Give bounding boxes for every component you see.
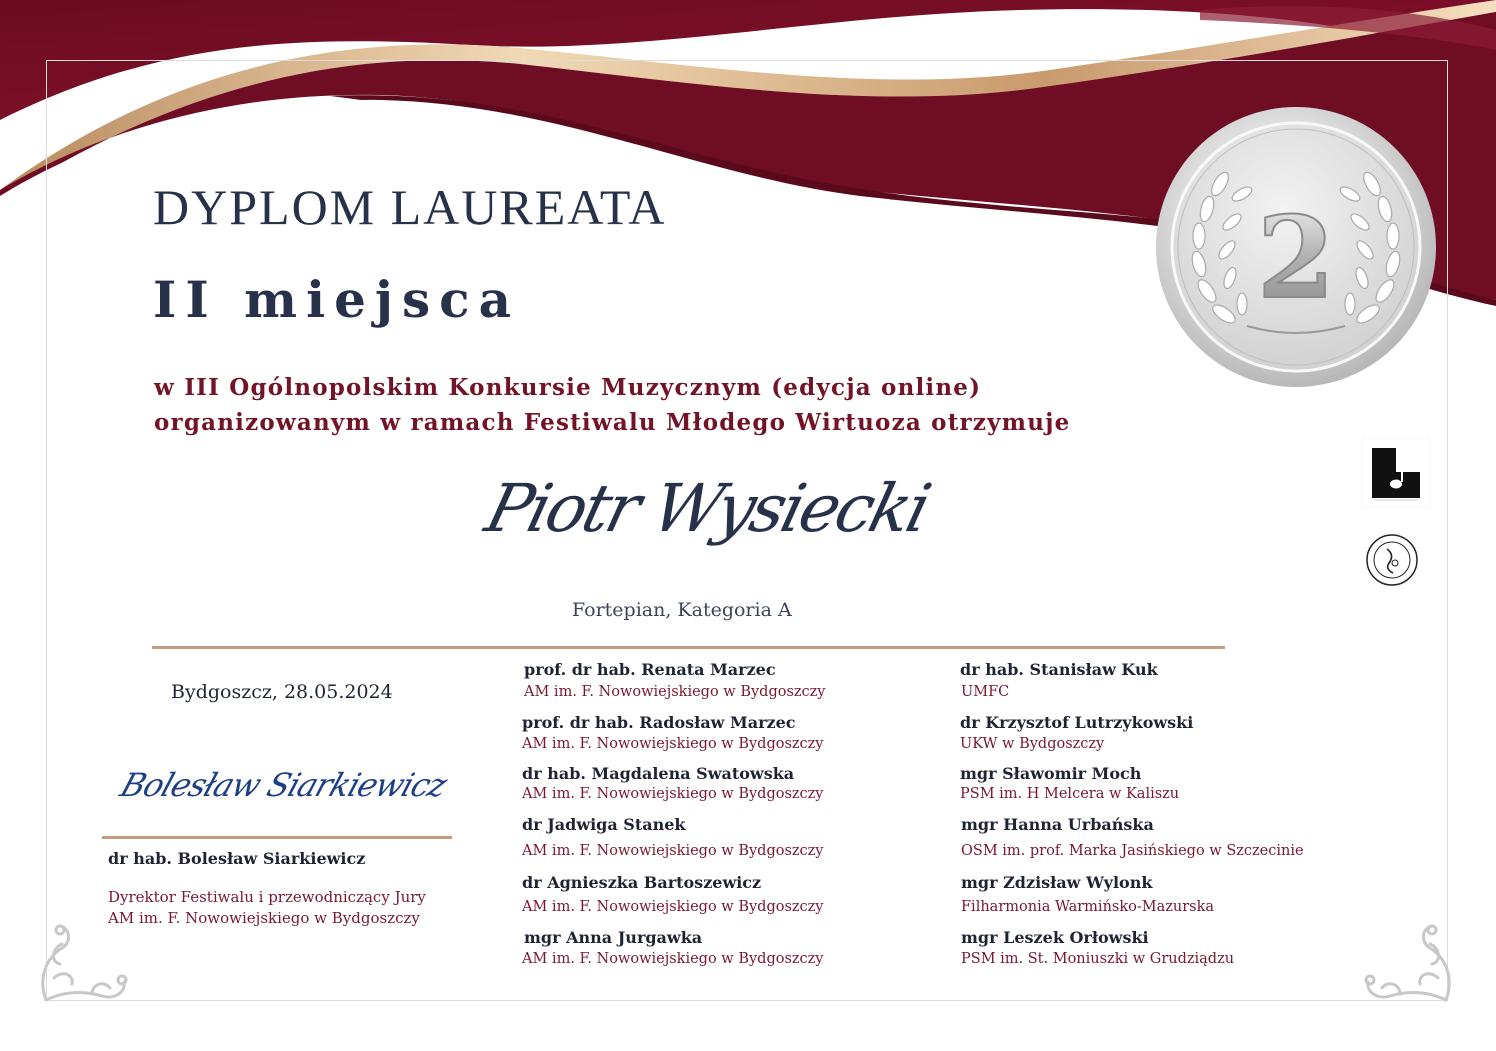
jury-left-name-5: dr Agnieszka Bartoszewicz (522, 873, 762, 892)
category-label: Fortepian, Kategoria A (572, 599, 792, 621)
jury-right-name-2: dr Krzysztof Lutrzykowski (960, 713, 1194, 732)
jury-left-name-4: dr Jadwiga Stanek (522, 815, 686, 834)
jury-left-name-3: dr hab. Magdalena Swatowska (522, 764, 795, 783)
competition-line-2: organizowanym w ramach Festiwalu Młodego Wirtuoza otrzymuje (154, 409, 1071, 436)
divider-line (152, 646, 1225, 649)
seal-logo-icon (1365, 533, 1419, 587)
director-name: dr hab. Bolesław Siarkiewicz (108, 849, 366, 868)
competition-line-1: w III Ogólnopolskim Konkursie Muzycznym (edycja online) (154, 374, 982, 401)
jury-right-name-1: dr hab. Stanisław Kuk (960, 660, 1158, 679)
jury-right-institution-3: PSM im. H Melcera w Kaliszu (960, 786, 1180, 802)
jury-left-institution-2: AM im. F. Nowowiejskiego w Bydgoszczy (522, 736, 824, 752)
jury-left-name-2: prof. dr hab. Radosław Marzec (522, 713, 796, 732)
competition-description (154, 370, 1070, 440)
laureate-name: Piotr Wysiecki (478, 470, 936, 547)
director-role (108, 887, 426, 929)
ornament-left-icon (32, 918, 132, 1008)
director-signature: Bolesław Siarkiewicz (115, 766, 452, 804)
director-role-line-1: Dyrektor Festiwalu i przewodniczący Jury (108, 888, 426, 906)
silver-medal-icon (1152, 104, 1440, 390)
jury-left-institution-4: AM im. F. Nowowiejskiego w Bydgoszczy (522, 843, 824, 859)
jury-right-institution-5: Filharmonia Warmińsko-Mazurska (961, 899, 1215, 915)
jury-left-institution-3: AM im. F. Nowowiejskiego w Bydgoszczy (522, 786, 824, 802)
director-role-line-2: AM im. F. Nowowiejskiego w Bydgoszczy (108, 909, 420, 927)
jury-left-name-6: mgr Anna Jurgawka (524, 928, 703, 947)
jury-right-name-4: mgr Hanna Urbańska (961, 815, 1154, 834)
place-heading: II miejsca (153, 270, 520, 329)
jury-left-institution-6: AM im. F. Nowowiejskiego w Bydgoszczy (522, 951, 824, 967)
ornament-right-icon (1360, 918, 1460, 1008)
jury-right-institution-1: UMFC (961, 684, 1010, 700)
jury-right-institution-2: UKW w Bydgoszczy (960, 736, 1105, 752)
diploma-title: DYPLOM LAUREATA (153, 179, 667, 235)
date-place: Bydgoszcz, 28.05.2024 (171, 681, 393, 703)
music-note-logo-icon (1362, 438, 1430, 508)
jury-right-name-5: mgr Zdzisław Wylonk (961, 873, 1153, 892)
jury-left-institution-1: AM im. F. Nowowiejskiego w Bydgoszczy (524, 684, 826, 700)
jury-right-institution-4: OSM im. prof. Marka Jasińskiego w Szczecinie (961, 843, 1304, 859)
medal-number: 2 (1257, 193, 1335, 324)
jury-right-institution-6: PSM im. St. Moniuszki w Grudziądzu (961, 951, 1235, 967)
jury-right-name-6: mgr Leszek Orłowski (961, 928, 1149, 947)
signature-line (102, 836, 452, 839)
jury-left-institution-5: AM im. F. Nowowiejskiego w Bydgoszczy (522, 899, 824, 915)
jury-right-name-3: mgr Sławomir Moch (960, 764, 1142, 783)
jury-left-name-1: prof. dr hab. Renata Marzec (524, 660, 776, 679)
